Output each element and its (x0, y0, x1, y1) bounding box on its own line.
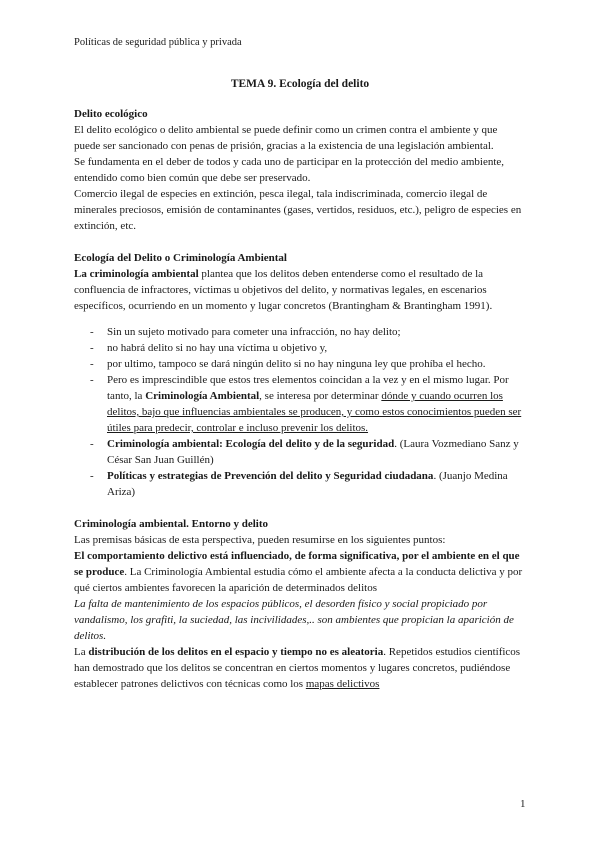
bold-statement: El comportamiento delictivo está influenciado, de forma significativa, por el ambiente en el que se produce (74, 550, 520, 578)
book-title: Políticas y estrategias de Prevención del delito y Seguridad ciudadana (107, 470, 434, 482)
list-item (74, 372, 526, 436)
bold-statement: distribución de los delitos en el espacio y tiempo no es aleatoria (88, 646, 384, 658)
paragraph-text: plantea que los delitos deben entenderse como el resultado de la confluencia de infractores, víctimas u objetivos del delito, y normativas legales, en escenarios específicos, ocurriendo en un momento y lugar concretos (Brantingham & Brantingham 1991). (74, 268, 493, 312)
paragraph: El delito ecológico o delito ambiental se puede definir como un crimen contra el ambiente y que puede ser sancionado con penas de prisión, gracias a la existencia de una legislación ambiental. (74, 124, 498, 152)
paragraph: Las premisas básicas de esta perspectiva, pueden resumirse en los siguientes puntos: (74, 534, 446, 546)
underlined-term: mapas delictivos (305, 678, 380, 690)
paragraph-text: . Repetidos estudios científicos han demostrado que los delitos se concentran en ciertos momentos y lugares concretos, pudiéndose establecer patrones delictivos con técnicas como los (74, 646, 521, 690)
paragraph: Comercio ilegal de especies en extinción, pesca ilegal, tala indiscriminada, comercio ilegal de minerales preciosos, emisión de contaminantes (gases, vertidos, residuos, etc.), peligro de especies en extinción, etc. (74, 188, 522, 232)
section-heading-delito-ecologico: Delito ecológico (74, 108, 148, 120)
list-item-text: , se interesa por determinar (259, 390, 382, 402)
underlined-text: dónde y cuando ocurren los delitos, bajo que influencias ambientales se producen, y como estos conocimientos pueden ser útiles para predecir, controlar e incluso prevenir los delitos. (107, 390, 522, 434)
list-item: - por ultimo, tampoco se dará ningún delito si no hay ninguna ley que prohíba el hecho. (74, 356, 526, 372)
list-item-reference (74, 468, 526, 500)
paragraph-text: La (74, 646, 89, 658)
bold-term: Criminología Ambiental (145, 390, 260, 402)
book-title: Criminología ambiental: Ecología del delito y de la seguridad (107, 438, 395, 450)
paragraph (74, 548, 526, 596)
paragraph (74, 644, 526, 692)
italic-example: La falta de mantenimiento de los espacios públicos, el desorden físico y social propiciado por vandalismo, los grafiti, la suciedad, las incivilidades,.. son ambientes que propician la aparición de delitos. (74, 598, 514, 642)
book-authors: . (Laura Vozmediano Sanz y César San Juan Guillén) (107, 438, 519, 466)
paragraph: Se fundamenta en el deber de todos y cada uno de participar en la protección del medio ambiente, entendido como bien común que debe ser preservado. (74, 156, 505, 184)
bullet-list (74, 324, 526, 500)
paragraph-text: . La Criminología Ambiental estudia cómo el ambiente afecta a la conducta delictiva y por qué ciertos ambientes favorecen la aparición de determinados delitos (74, 566, 523, 594)
document-body (74, 76, 526, 692)
bold-term: La criminología ambiental (74, 268, 199, 280)
paragraph (74, 266, 526, 314)
book-authors: . (Juanjo Medina Ariza) (107, 470, 508, 498)
running-header: Políticas de seguridad pública y privada (74, 37, 242, 48)
section-heading-entorno-y-delito: Criminología ambiental. Entorno y delito (74, 518, 269, 530)
page-title: TEMA 9. Ecología del delito (230, 78, 370, 90)
list-item: - Sin un sujeto motivado para cometer una infracción, no hay delito; (74, 324, 526, 340)
list-item: - no habrá delito si no hay una víctima u objetivo y, (74, 340, 526, 356)
section-heading-ecologia-del-delito: Ecología del Delito o Criminología Ambiental (74, 252, 287, 264)
page-number: 1 (520, 798, 526, 810)
list-item-text: Pero es imprescindible que estos tres elementos coincidan a la vez y en el mismo lugar. Por tanto, la (107, 374, 509, 402)
list-item-reference (74, 436, 526, 468)
